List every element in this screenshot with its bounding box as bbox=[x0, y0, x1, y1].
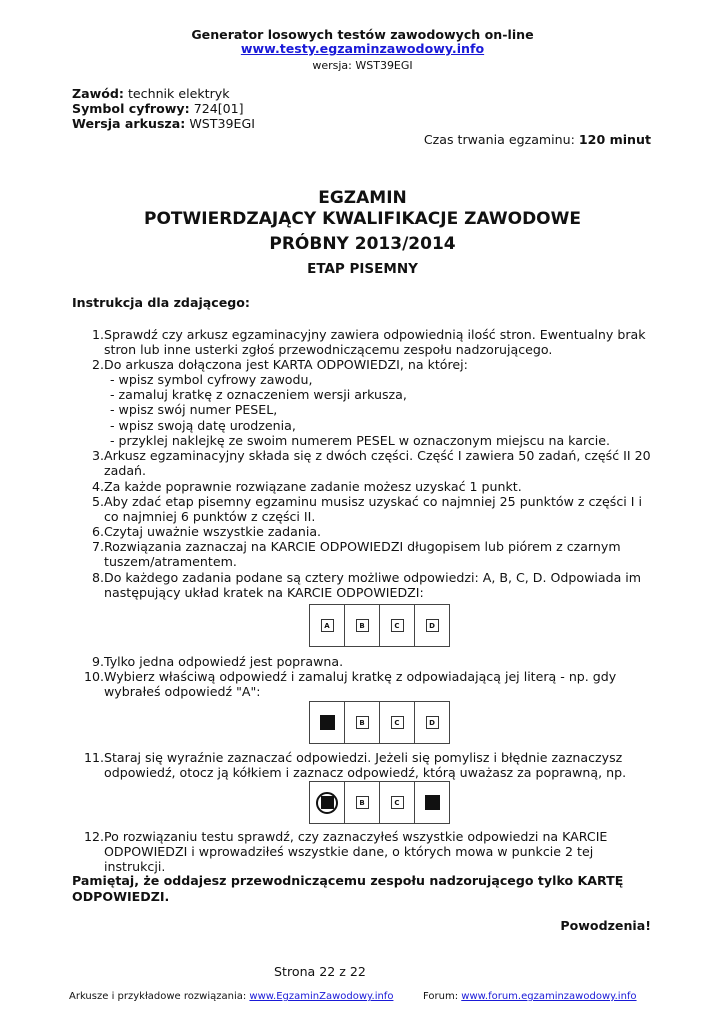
generator-title: Generator losowych testów zawodowych on-line bbox=[191, 27, 534, 42]
footer-left-label: Arkusze i przykładowe rozwiązania: bbox=[69, 991, 247, 1002]
sheet-row bbox=[72, 116, 255, 131]
item-text: Wybierz właściwą odpowiedź i zamaluj kratkę z odpowiadającą jej literą - np. gdy wybrałeś odpowiedź "A": bbox=[104, 669, 617, 700]
item-number: 11. bbox=[83, 750, 104, 765]
item-number: 8. bbox=[91, 570, 104, 585]
answer-box-d: D bbox=[426, 619, 439, 632]
answer-cell-a bbox=[310, 702, 345, 743]
title-trial: PRÓBNY 2013/2014 bbox=[269, 234, 456, 254]
answer-cell-b bbox=[345, 605, 380, 646]
duration-row bbox=[424, 132, 651, 147]
item-number: 1. bbox=[91, 327, 104, 342]
item-number: 5. bbox=[91, 494, 104, 509]
instructions-heading: Instrukcja dla zdającego: bbox=[72, 295, 250, 310]
item-number: 9. bbox=[91, 654, 104, 669]
answer-box-b: B bbox=[356, 619, 369, 632]
reminder-text: Pamiętaj, że oddajesz przewodniczącemu zespołu nadzorującego tylko KARTĘ ODPOWIEDZI. bbox=[72, 873, 624, 904]
answer-cell-d bbox=[415, 605, 449, 646]
good-luck-text: Powodzenia! bbox=[560, 918, 651, 933]
code-row bbox=[72, 101, 244, 116]
duration-label: Czas trwania egzaminu: bbox=[423, 132, 575, 147]
footer-left bbox=[69, 991, 393, 1002]
footer-left-link[interactable]: www.EgzaminZawodowy.info bbox=[249, 991, 394, 1002]
item-number: 3. bbox=[91, 448, 104, 463]
profession-value: technik elektryk bbox=[127, 86, 230, 101]
item-text: Do arkusza dołączona jest KARTA ODPOWIEDZI, na której: bbox=[104, 357, 468, 372]
item-text: Aby zdać etap pisemny egzaminu musisz uzyskać co najmniej 25 punktów z części I i co najmniej 6 punktów z części II. bbox=[104, 494, 642, 525]
generator-link[interactable]: www.testy.egzaminzawodowy.info bbox=[240, 41, 485, 56]
code-value: 724[01] bbox=[193, 101, 244, 116]
answer-box-b: B bbox=[356, 796, 369, 809]
version-text: wersja: WST39EGI bbox=[312, 59, 413, 72]
sub-item: - wpisz symbol cyfrowy zawodu, bbox=[110, 372, 313, 387]
item-number: 2. bbox=[91, 357, 104, 372]
item-text: Sprawdź czy arkusz egzaminacyjny zawiera odpowiednią ilość stron. Ewentualny brak stron lub inne usterki zgłoś przewodniczącemu zespołu nadzorującego. bbox=[104, 327, 646, 358]
answer-grid-example bbox=[309, 604, 450, 647]
item-number: 12. bbox=[83, 829, 104, 844]
item-text: Po rozwiązaniu testu sprawdź, czy zaznaczyłeś wszystkie odpowiedzi na KARCIE ODPOWIEDZI i wprowadziłeś wszystkie dane, o których mowa w punkcie 2 tej instrukcji. bbox=[104, 829, 608, 875]
title-qualification: POTWIERDZAJĄCY KWALIFIKACJE ZAWODOWE bbox=[144, 209, 581, 229]
footer-right bbox=[423, 991, 637, 1002]
item-text: Do każdego zadania podane są cztery możliwe odpowiedzi: A, B, C, D. Odpowiada im następujący układ kratek na KARCIE ODPOWIEDZI: bbox=[104, 570, 642, 601]
sub-item: - wpisz swoją datę urodzenia, bbox=[110, 418, 296, 433]
answer-cell-b bbox=[345, 702, 380, 743]
circled-answer-a bbox=[316, 792, 338, 814]
answer-grid-marked bbox=[309, 701, 450, 744]
footer-right-label: Forum: bbox=[423, 991, 459, 1002]
answer-box-a: A bbox=[321, 619, 334, 632]
answer-cell-c bbox=[380, 702, 415, 743]
title-exam: EGZAMIN bbox=[318, 188, 407, 208]
sub-item: - wpisz swój numer PESEL, bbox=[110, 402, 278, 417]
sheet-label: Wersja arkusza: bbox=[72, 116, 186, 131]
code-label: Symbol cyfrowy: bbox=[72, 101, 190, 116]
answer-box-c: C bbox=[391, 796, 404, 809]
answer-box-d-filled bbox=[425, 795, 440, 810]
sub-item: - przyklej naklejkę ze swoim numerem PESEL w oznaczonym miejscu na karcie. bbox=[110, 433, 611, 448]
answer-box-a-filled bbox=[321, 796, 334, 809]
answer-cell-b bbox=[345, 782, 380, 823]
item-number: 4. bbox=[91, 479, 104, 494]
item-text: Tylko jedna odpowiedź jest poprawna. bbox=[104, 654, 344, 669]
item-text: Za każde poprawnie rozwiązane zadanie możesz uzyskać 1 punkt. bbox=[104, 479, 522, 494]
answer-cell-d bbox=[415, 702, 449, 743]
answer-cell-d bbox=[415, 782, 449, 823]
item-number: 10. bbox=[83, 669, 104, 684]
item-text: Staraj się wyraźnie zaznaczać odpowiedzi. Jeżeli się pomylisz i błędnie zaznaczysz odpowiedź, otocz ją kółkiem i zaznacz odpowiedź, którą uważasz za poprawną, np. bbox=[104, 750, 627, 781]
sub-item: - zamaluj kratkę z oznaczeniem wersji arkusza, bbox=[110, 387, 407, 402]
footer-right-link[interactable]: www.forum.egzaminzawodowy.info bbox=[461, 991, 637, 1002]
duration-value: 120 minut bbox=[578, 132, 651, 147]
item-number: 7. bbox=[91, 539, 104, 554]
answer-cell-c bbox=[380, 782, 415, 823]
answer-box-a-filled bbox=[320, 715, 335, 730]
title-stage: ETAP PISEMNY bbox=[307, 261, 418, 277]
answer-cell-a bbox=[310, 782, 345, 823]
answer-box-b: B bbox=[356, 716, 369, 729]
answer-cell-a bbox=[310, 605, 345, 646]
answer-box-c: C bbox=[391, 716, 404, 729]
item-number: 6. bbox=[91, 524, 104, 539]
profession-label: Zawód: bbox=[72, 86, 124, 101]
answer-grid-corrected bbox=[309, 781, 450, 824]
answer-cell-c bbox=[380, 605, 415, 646]
profession-row bbox=[72, 86, 230, 101]
sheet-value: WST39EGI bbox=[189, 116, 255, 131]
item-text: Czytaj uważnie wszystkie zadania. bbox=[104, 524, 322, 539]
item-text: Rozwiązania zaznaczaj na KARCIE ODPOWIEDZI długopisem lub piórem z czarnym tuszem/atramentem. bbox=[104, 539, 621, 570]
item-text: Arkusz egzaminacyjny składa się z dwóch części. Część I zawiera 50 zadań, część II 20 zadań. bbox=[104, 448, 651, 479]
answer-box-d: D bbox=[426, 716, 439, 729]
page-number: Strona 22 z 22 bbox=[274, 964, 366, 979]
answer-box-c: C bbox=[391, 619, 404, 632]
